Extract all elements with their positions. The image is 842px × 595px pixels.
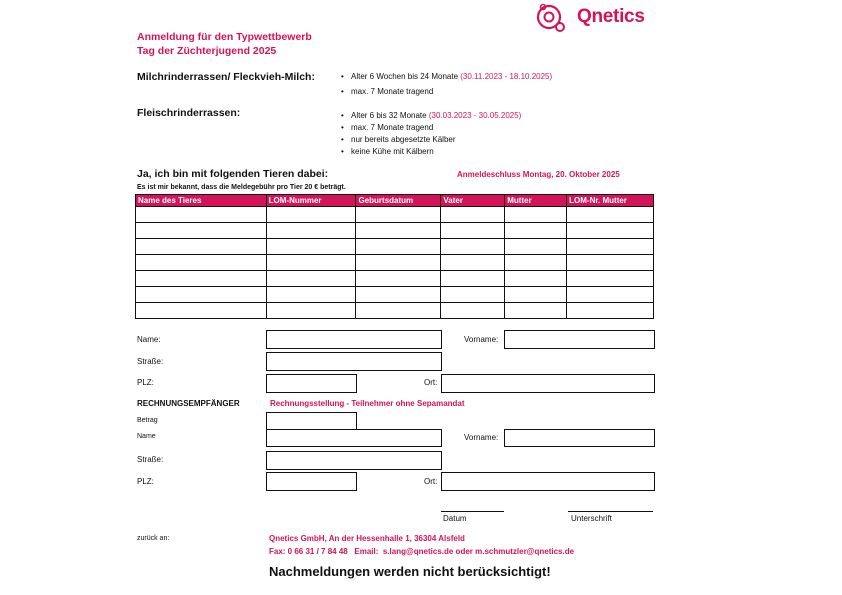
- registration-heading: Ja, ich bin mit folgenden Tieren dabei:: [137, 168, 329, 180]
- table-cell[interactable]: [441, 303, 505, 319]
- table-cell[interactable]: [136, 207, 267, 223]
- contact-line: Fax: 0 66 31 / 7 84 48 Email: s.lang@qnetics.de oder m.schmutzler@qnetics.de: [269, 547, 575, 556]
- fee-note: Es ist mir bekannt, dass die Meldegebühr pro Tier 20 € beträgt.: [137, 184, 346, 191]
- name-label: Name:: [137, 335, 161, 344]
- billing-heading: RECHNUNGSEMPFÄNGER: [137, 399, 240, 408]
- table-cell[interactable]: [356, 255, 441, 271]
- unterschrift-line[interactable]: [568, 511, 653, 512]
- return-address: Qnetics GmbH, An der Hessenhalle 1, 36304 Alsfeld: [269, 534, 465, 543]
- table-cell[interactable]: [567, 207, 654, 223]
- table-cell[interactable]: [505, 239, 567, 255]
- table-cell[interactable]: [505, 271, 567, 287]
- table-cell[interactable]: [266, 271, 356, 287]
- ort-field[interactable]: [441, 374, 655, 393]
- billing-ort-label: Ort:: [424, 477, 438, 486]
- table-cell[interactable]: [441, 207, 505, 223]
- col-name: Name des Tieres: [136, 195, 267, 207]
- table-cell[interactable]: [505, 303, 567, 319]
- billing-note: Rechnungsstellung - Teilnehmer ohne Sepamandat: [270, 399, 465, 408]
- billing-vorname-field[interactable]: [504, 429, 655, 447]
- table-row: [136, 239, 654, 255]
- table-cell[interactable]: [266, 303, 356, 319]
- table-cell[interactable]: [567, 239, 654, 255]
- table-cell[interactable]: [441, 271, 505, 287]
- title-line-1: Anmeldung für den Typwettbewerb: [137, 31, 312, 43]
- milch-age: • Alter 6 Wochen bis 24 Monate (30.11.2023 - 18.10.2025): [341, 71, 552, 83]
- table-cell[interactable]: [136, 255, 267, 271]
- table-cell[interactable]: [356, 303, 441, 319]
- table-cell[interactable]: [266, 239, 356, 255]
- return-label: zurück an:: [137, 535, 170, 542]
- table-cell[interactable]: [136, 303, 267, 319]
- late-registration-notice: Nachmeldungen werden nicht berücksichtigt!: [269, 564, 551, 579]
- table-header-row: [136, 195, 654, 207]
- betrag-label: Betrag: [137, 417, 158, 424]
- strasse-label: Straße:: [137, 357, 164, 366]
- milch-criteria: [341, 71, 552, 98]
- table-cell[interactable]: [136, 223, 267, 239]
- unterschrift-label: Unterschrift: [571, 514, 612, 523]
- table-cell[interactable]: [505, 223, 567, 239]
- animals-table: [135, 194, 654, 319]
- plz-field[interactable]: [266, 374, 357, 393]
- table-cell[interactable]: [356, 271, 441, 287]
- table-cell[interactable]: [136, 287, 267, 303]
- qnetics-logo-icon: [535, 3, 575, 33]
- table-cell[interactable]: [356, 223, 441, 239]
- milch-age-dates: (30.11.2023 - 18.10.2025): [460, 72, 553, 81]
- qnetics-logo: [535, 3, 645, 31]
- table-cell[interactable]: [136, 239, 267, 255]
- fleisch-heading: Fleischrinderrassen:: [137, 107, 241, 119]
- plz-label: PLZ:: [137, 378, 154, 387]
- table-cell[interactable]: [356, 287, 441, 303]
- vorname-field[interactable]: [504, 330, 655, 349]
- fleisch-weaned: • nur bereits abgesetzte Kälber: [341, 134, 521, 146]
- strasse-field[interactable]: [266, 352, 442, 371]
- table-row: [136, 303, 654, 319]
- fleisch-pregnant: • max. 7 Monate tragend: [341, 122, 521, 134]
- table-row: [136, 223, 654, 239]
- col-birthdate: Geburtsdatum: [356, 195, 441, 207]
- table-cell[interactable]: [567, 271, 654, 287]
- table-row: [136, 207, 654, 223]
- form-title: [137, 30, 312, 58]
- billing-name-label: Name: [137, 433, 156, 440]
- table-body: [136, 207, 654, 319]
- table-cell[interactable]: [136, 271, 267, 287]
- deadline-note: Anmeldeschluss Montag, 20. Oktober 2025: [457, 170, 620, 179]
- table-cell[interactable]: [441, 255, 505, 271]
- betrag-field[interactable]: [266, 412, 357, 430]
- billing-vorname-label: Vorname:: [464, 433, 499, 442]
- table-cell[interactable]: [266, 287, 356, 303]
- milch-pregnant: • max. 7 Monate tragend: [341, 86, 552, 98]
- fleisch-age-dates: (30.03.2023 - 30.05.2025): [428, 111, 522, 120]
- col-lom: LOM-Nummer: [266, 195, 356, 207]
- brand-name: Qnetics: [577, 6, 645, 27]
- fleisch-no-cows: • keine Kühe mit Kälbern: [341, 146, 521, 158]
- milch-heading: Milchrinderrassen/ Fleckvieh-Milch:: [137, 71, 315, 83]
- table-cell[interactable]: [356, 207, 441, 223]
- ort-label: Ort:: [424, 378, 438, 387]
- table-cell[interactable]: [356, 239, 441, 255]
- table-cell[interactable]: [505, 255, 567, 271]
- billing-name-field[interactable]: [266, 429, 442, 447]
- col-father: Vater: [441, 195, 505, 207]
- table-cell[interactable]: [505, 207, 567, 223]
- table-cell[interactable]: [266, 223, 356, 239]
- col-mother-lom: LOM-Nr. Mutter: [567, 195, 654, 207]
- table-row: [136, 255, 654, 271]
- table-cell[interactable]: [567, 303, 654, 319]
- vorname-label: Vorname:: [464, 335, 499, 344]
- table-cell[interactable]: [266, 255, 356, 271]
- name-field[interactable]: [266, 330, 442, 349]
- fleisch-criteria: [341, 110, 521, 158]
- billing-plz-field[interactable]: [266, 472, 357, 491]
- fleisch-age: • Alter 6 bis 32 Monate (30.03.2023 - 30.05.2025): [341, 110, 521, 122]
- table-cell[interactable]: [567, 255, 654, 271]
- billing-strasse-label: Straße:: [137, 455, 164, 464]
- col-mother: Mutter: [505, 195, 567, 207]
- title-line-2: Tag der Züchterjugend 2025: [137, 45, 277, 57]
- table-cell[interactable]: [266, 207, 356, 223]
- table-row: [136, 287, 654, 303]
- billing-strasse-field[interactable]: [266, 451, 442, 470]
- billing-ort-field[interactable]: [441, 472, 655, 491]
- table-cell[interactable]: [505, 287, 567, 303]
- table-cell[interactable]: [567, 223, 654, 239]
- datum-label: Datum: [443, 514, 467, 523]
- datum-line[interactable]: [441, 511, 504, 512]
- table-cell[interactable]: [567, 287, 654, 303]
- table-cell[interactable]: [441, 287, 505, 303]
- table-cell[interactable]: [441, 239, 505, 255]
- billing-plz-label: PLZ:: [137, 477, 154, 486]
- table-row: [136, 271, 654, 287]
- table-cell[interactable]: [441, 223, 505, 239]
